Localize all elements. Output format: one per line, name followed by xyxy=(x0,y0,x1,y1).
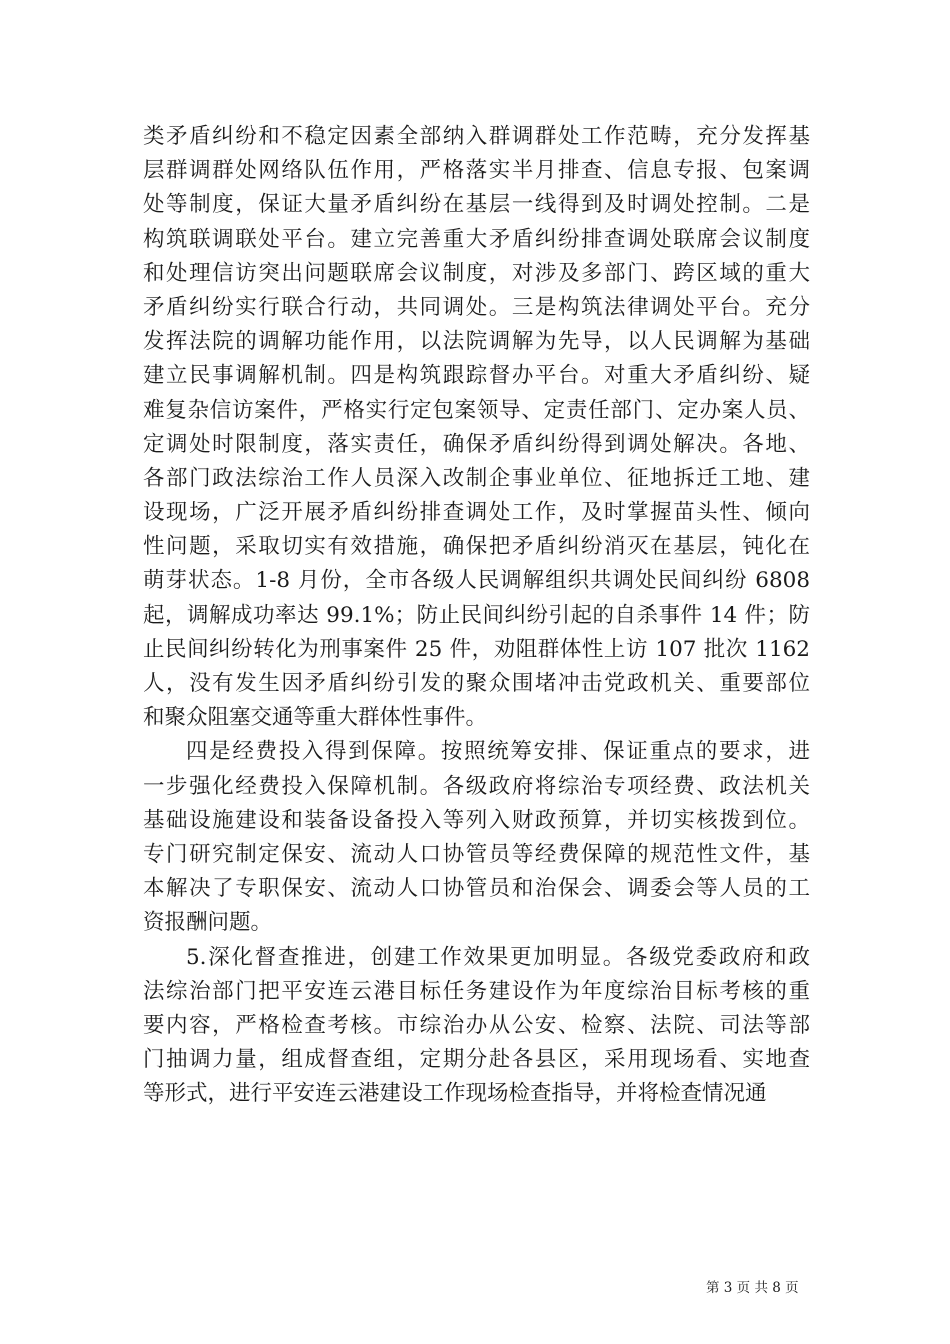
text-line: 层群调群处网络队伍作用，严格落实半月排查、信息专报、包案调 xyxy=(143,158,810,184)
paragraph xyxy=(143,120,810,735)
text-line: 类矛盾纠纷和不稳定因素全部纳入群调群处工作范畴，充分发挥基 xyxy=(143,124,810,149)
text-line: 和处理信访突出问题联席会议制度，对涉及多部门、跨区域的重大 xyxy=(143,260,810,286)
text-line: 要内容，严格检查考核。市综治办从公安、检察、法院、司法等部 xyxy=(143,1012,810,1038)
text-line: 和聚众阻塞交通等重大群体性事件。 xyxy=(143,705,488,731)
text-line: 构筑联调联处平台。建立完善重大矛盾纠纷排查调处联席会议制度 xyxy=(143,226,810,252)
text-line: 一步强化经费投入保障机制。各级政府将综治专项经费、政法机关 xyxy=(143,773,810,799)
text-line: 性问题，采取切实有效措施，确保把矛盾纠纷消灭在基层，钝化在 xyxy=(143,534,810,560)
text-line: 各部门政法综治工作人员深入改制企事业单位、征地拆迁工地、建 xyxy=(143,465,810,491)
text-line: 设现场，广泛开展矛盾纠纷排查调处工作，及时掌握苗头性、倾向 xyxy=(143,500,810,526)
text-line: 门抽调力量，组成督查组，定期分赴各县区，采用现场看、实地查 xyxy=(143,1047,810,1073)
text-line: 处等制度，保证大量矛盾纠纷在基层一线得到及时调处控制。二是 xyxy=(143,192,810,218)
text-line: 法综治部门把平安连云港目标任务建设作为年度综治目标考核的重 xyxy=(143,978,810,1004)
text-line: 建立民事调解机制。四是构筑跟踪督办平台。对重大矛盾纠纷、疑 xyxy=(143,363,810,389)
text-line: 人，没有发生因矛盾纠纷引发的聚众围堵冲击党政机关、重要部位 xyxy=(143,671,810,696)
page-number-footer xyxy=(706,1279,799,1297)
text-line: 专门研究制定保安、流动人口协管员等经费保障的规范性文件，基 xyxy=(143,841,810,867)
page-number-label: 第 3 页 共 8 页 xyxy=(706,1280,799,1296)
text-line: 本解决了专职保安、流动人口协管员和治保会、调委会等人员的工 xyxy=(143,876,810,902)
text-line: 资报酬问题。 xyxy=(143,910,273,936)
text-line: 难复杂信访案件，严格实行定包案领导、定责任部门、定办案人员、 xyxy=(143,397,810,423)
text-line: 起，调解成功率达 99.1%；防止民间纠纷引起的自杀事件 14 件；防 xyxy=(143,602,810,628)
text-line: 萌芽状态。1-8 月份，全市各级人民调解组织共调处民间纠纷 6808 xyxy=(143,568,810,594)
text-line: 矛盾纠纷实行联合行动，共同调处。三是构筑法律调处平台。充分 xyxy=(143,294,810,320)
text-line: 5.深化督查推进，创建工作效果更加明显。各级党委政府和政 xyxy=(186,944,810,970)
text-line: 四是经费投入得到保障。按照统筹安排、保证重点的要求，进 xyxy=(186,739,810,765)
paragraph xyxy=(143,735,810,940)
text-line: 定调处时限制度，落实责任，确保矛盾纠纷得到调处解决。各地、 xyxy=(143,431,810,457)
paragraph xyxy=(143,941,810,1112)
text-line: 基础设施建设和装备设备投入等列入财政预算，并切实核拨到位。 xyxy=(143,807,810,833)
text-line: 等形式，进行平安连云港建设工作现场检查指导，并将检查情况通 xyxy=(143,1081,767,1107)
document-body xyxy=(143,120,810,1111)
text-line: 止民间纠纷转化为刑事案件 25 件，劝阻群体性上访 107 批次 1162 xyxy=(143,636,810,662)
text-line: 发挥法院的调解功能作用，以法院调解为先导，以人民调解为基础 xyxy=(143,329,810,355)
